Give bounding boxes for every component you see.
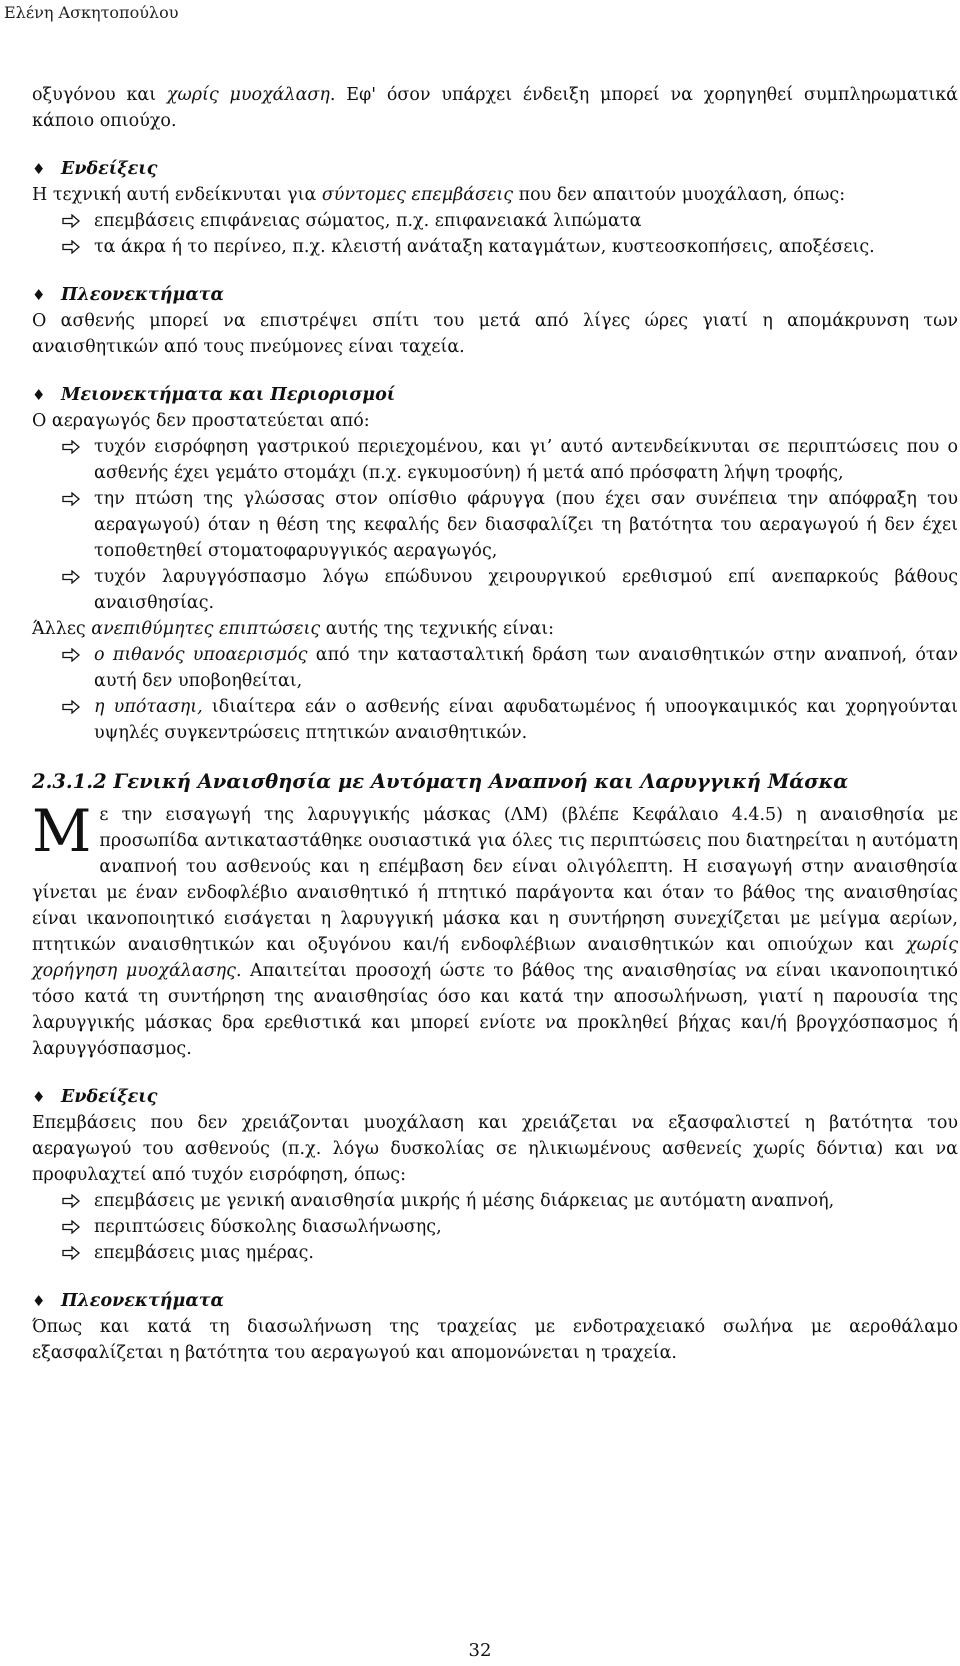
section-heading-row <box>32 1288 958 1314</box>
diamond-bullet-icon: ♦ <box>32 160 46 178</box>
section-heading-row <box>32 156 958 182</box>
list-item <box>32 694 958 746</box>
list-item-text <box>94 694 958 746</box>
arrow-right-icon <box>62 214 80 228</box>
list-item-text: επεμβάσεις με γενική αναισθησία μικρής ή μέσης διάρκειας με αυτόματη αναπνοή, <box>94 1191 835 1211</box>
arrow-right-icon <box>62 440 80 454</box>
list-item <box>32 1214 958 1240</box>
page-content <box>32 82 958 1366</box>
section-paragraph: Όπως και κατά τη διασωλήνωση της τραχείας με ενδοτραχειακό σωλήνα με αεροθάλαμο εξασφαλίζεται η βατότητα του αεραγωγού και απομονώνεται η τραχεία. <box>32 1317 958 1363</box>
section-disadvantages <box>32 382 958 746</box>
list-item-text: επεμβάσεις μιας ημέρας. <box>94 1243 314 1263</box>
section-advantages-2 <box>32 1288 958 1366</box>
section-title: 2.3.1.2 Γενική Αναισθησία με Αυτόματη Αναπνοή και Λαρυγγική Μάσκα <box>32 770 849 793</box>
list-item <box>32 1188 958 1214</box>
other-effects-lead <box>32 616 958 642</box>
section-paragraph: Επεμβάσεις που δεν χρειάζονται μυοχάλαση και χρειάζεται να εξασφαλιστεί η βατότητα του αεραγωγού του ασθενούς (π.χ. λόγω δυσκολίας σε ηλικιωμένους ασθενείς χωρίς δόντια) και να προφυλαχτεί από τυχόν εισρόφηση, όπως: <box>32 1113 958 1185</box>
arrow-right-icon <box>62 1246 80 1260</box>
list-item-text: τα άκρα ή το περίνεο, π.χ. κλειστή ανάταξη καταγμάτων, κυστεοσκοπήσεις, αποξέσεις. <box>94 237 875 257</box>
emphasis-run: η υπότασηι, <box>94 697 203 717</box>
list-item <box>32 564 958 616</box>
section-heading-row <box>32 382 958 408</box>
diamond-bullet-icon: ♦ <box>32 286 46 304</box>
section-heading: Πλεονεκτήματα <box>61 1291 225 1311</box>
section-indications-1 <box>32 156 958 260</box>
drop-cap: Μ <box>32 797 92 865</box>
intro-paragraph <box>32 82 958 134</box>
list-item-text: την πτώση της γλώσσας στον οπίσθιο φάρυγγα (που έχει σαν συνέπεια την απόφραξη του αεραγωγού) όταν η θέση της κεφαλής δεν διασφαλίζει τη βατότητα του αεραγωγού ή δεν έχει τοποθετηθεί στοματοφαρυγγικός αεραγωγός, <box>94 489 958 561</box>
list-item <box>32 1240 958 1266</box>
section-heading-row <box>32 282 958 308</box>
emphasis-run: σύντομες επεμβάσεις <box>321 185 514 205</box>
section-heading: Μειονεκτήματα και Περιορισμοί <box>61 385 396 405</box>
list-item-text: περιπτώσεις δύσκολης διασωλήνωσης, <box>94 1217 442 1237</box>
text-run: Άλλες <box>32 619 92 639</box>
body-paragraph <box>32 797 959 1062</box>
list-item <box>32 234 958 260</box>
section-heading: Πλεονεκτήματα <box>61 285 225 305</box>
section-paragraph <box>32 182 958 208</box>
emphasis-run: ανεπιθύμητες επιπτώσεις <box>91 619 321 639</box>
section-advantages-1 <box>32 282 958 360</box>
page-number: 32 <box>468 1640 492 1661</box>
diamond-bullet-icon: ♦ <box>32 1088 46 1106</box>
text-run: από την κατασταλτική δράση των αναισθητικών στην αναπνοή, όταν αυτή δεν υποβοηθείται, <box>94 645 958 691</box>
list-item <box>32 208 958 234</box>
section-paragraph: Ο ασθενής μπορεί να επιστρέψει σπίτι του μετά από λίγες ώρες γιατί η απομάκρυνση των αναισθητικών από τους πνεύμονες είναι ταχεία. <box>32 311 958 357</box>
list-item <box>32 642 958 694</box>
list-item <box>32 486 958 564</box>
intro-text-1: οξυγόνου και <box>32 85 167 105</box>
arrow-right-icon <box>62 700 80 714</box>
diamond-bullet-icon: ♦ <box>32 386 46 404</box>
emphasis-run: χωρίς χορήγηση μυοχάλασης <box>32 935 958 981</box>
text-run: αυτής της τεχνικής είναι: <box>320 619 555 639</box>
diamond-bullet-icon: ♦ <box>32 1292 46 1310</box>
list-item-text: τυχόν εισρόφηση γαστρικού περιεχομένου, και γι’ αυτό αντενδείκνυται σε περιπτώσεις που ο ασθενής έχει γεμάτο στομάχι (π.χ. εγκυμοσύνη) ή μετά από πρόσφατη λήψη τροφής, <box>94 437 958 483</box>
section-heading: Ενδείξεις <box>61 159 158 179</box>
arrow-right-icon <box>62 492 80 506</box>
arrow-right-icon <box>62 570 80 584</box>
section-lead: Ο αεραγωγός δεν προστατεύεται από: <box>32 411 370 431</box>
arrow-right-icon <box>62 648 80 662</box>
text-run: . Απαιτείται προσοχή ώστε το βάθος της αναισθησίας να είναι ικανοποιητικό τόσο κατά τη συντήρηση της αναισθησίας όσο και κατά την αποσωλήνωση, γιατί η παρουσία της λαρυγγικής μάσκας δρα ερεθιστικά και μπορεί ενίοτε να προκληθεί βήχας και/ή βρογχόσπασμος ή λαρυγγόσπασμος. <box>32 961 959 1059</box>
list-item-text: επεμβάσεις επιφάνειας σώματος, π.χ. επιφανειακά λιπώματα <box>94 211 642 231</box>
text-run: Η τεχνική αυτή ενδείκνυται για <box>32 185 322 205</box>
arrow-right-icon <box>62 1220 80 1234</box>
text-run: ε την εισαγωγή της λαρυγγικής μάσκας (ΛΜ) (βλέπε Κεφάλαιο 4.4.5) η αναισθησία με προσωπίδα αντικαταστάθηκε ουσιαστικά για όλες τις περιπτώσεις που διατηρείται η αυτόματη αναπνοή του ασθενούς και η επέμβαση δεν είναι ολιγόλεπτη. Η εισαγωγή στην αναισθησία γίνεται με έναν ενδοφλέβιο αναισθητικό ή πτητικό παράγοντα και όταν το βάθος της αναισθησίας είναι ικανοποιητικό εισάγεται η λαρυγγική μάσκα και η συντήρηση συνεχίζεται με μείγμα αερίων, πτητικών αναισθητικών και οξυγόνου και/ή ενδοφλέβιων αναισθητικών και οπιούχων και <box>32 805 958 955</box>
emphasis-run: ο πιθανός υποαερισμός <box>94 645 308 665</box>
intro-text-2: . Εφ' όσον υπάρχει ένδειξη μπορεί να χορηγηθεί συμπληρωματικά κάποιο οπιούχο. <box>32 85 958 131</box>
arrow-right-icon <box>62 1194 80 1208</box>
arrow-right-icon <box>62 240 80 254</box>
text-run: που δεν απαιτούν μυοχάλαση, όπως: <box>513 185 846 205</box>
intro-emphasis: χωρίς μυοχάλαση <box>166 85 330 105</box>
text-run: ιδιαίτερα εάν ο ασθενής είναι αφυδατωμένος ή υποογκαιμικός και χορηγούνται υψηλές συγκεντρώσεις πτητικών αναισθητικών. <box>94 697 958 743</box>
running-header: Ελένη Ασκητοπούλου <box>4 3 179 22</box>
list-item-text <box>94 642 958 694</box>
list-item-text: τυχόν λαρυγγόσπασμο λόγω επώδυνου χειρουργικού ερεθισμού επί ανεπαρκούς βάθους αναισθησίας. <box>94 567 958 613</box>
list-item <box>32 434 958 486</box>
section-heading: Ενδείξεις <box>61 1087 158 1107</box>
section-indications-2 <box>32 1084 958 1266</box>
section-heading-row <box>32 1084 958 1110</box>
